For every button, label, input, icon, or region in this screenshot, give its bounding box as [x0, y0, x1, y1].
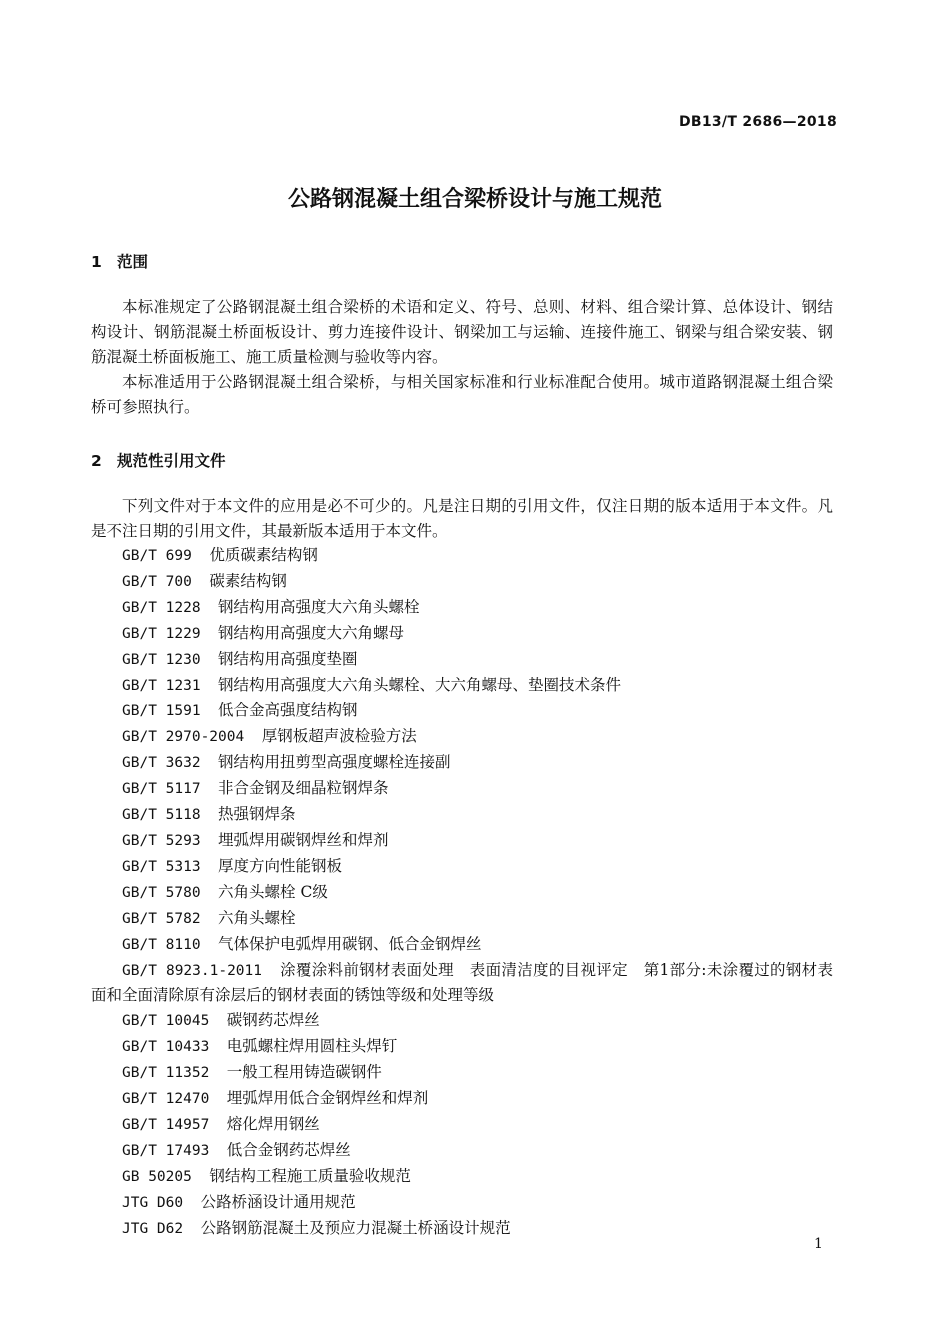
reference-item [91, 828, 833, 854]
reference-title: 钢结构用高强度大六角头螺栓 [218, 597, 420, 616]
reference-code: GB/T 14957 [122, 1116, 210, 1133]
references-intro-paragraph: 下列文件对于本文件的应用是必不可少的。凡是注日期的引用文件，仅注日期的版本适用于本文件。凡是不注日期的引用文件，其最新版本适用于本文件。 [91, 497, 833, 540]
reference-code: GB/T 8923.1-2011 [122, 962, 262, 979]
reference-title: 钢结构用高强度大六角螺母 [218, 623, 405, 642]
reference-title: 厚度方向性能钢板 [218, 856, 343, 875]
reference-title: 熔化焊用钢丝 [226, 1114, 320, 1133]
reference-title: 六角头螺栓 [218, 908, 296, 927]
reference-code: GB/T 1229 [122, 625, 201, 642]
reference-title: 碳钢药芯焊丝 [226, 1011, 320, 1030]
reference-code: GB/T 11352 [122, 1065, 210, 1082]
reference-title: 六角头螺栓 C级 [218, 882, 328, 901]
reference-title: 热强钢焊条 [218, 805, 296, 824]
reference-code: GB/T 2970-2004 [122, 729, 245, 746]
section-heading-scope [91, 250, 148, 272]
reference-title: 埋弧焊用低合金钢焊丝和焊剂 [226, 1089, 429, 1108]
reference-item [91, 569, 833, 595]
reference-code: GB/T 10045 [122, 1013, 210, 1030]
reference-item [91, 1138, 833, 1164]
reference-item [91, 698, 833, 724]
reference-item [91, 724, 833, 750]
document-title: 公路钢混凝土组合梁桥设计与施工规范 [287, 187, 662, 212]
reference-title: 优质碳素结构钢 [209, 546, 318, 564]
reference-item [91, 906, 833, 932]
reference-code: GB 50205 [122, 1168, 192, 1185]
reference-title: 碳素结构钢 [209, 571, 287, 590]
reference-item [91, 1060, 833, 1086]
reference-title: 气体保护电弧焊用碳钢、低合金钢焊丝 [218, 934, 482, 953]
reference-item [91, 1164, 833, 1190]
reference-code: GB/T 5313 [122, 858, 201, 875]
reference-title: 埋弧焊用碳钢焊丝和焊剂 [218, 830, 389, 849]
reference-item [91, 1112, 833, 1138]
reference-code: JTG D60 [122, 1194, 184, 1211]
reference-item [91, 750, 833, 776]
reference-item [91, 932, 833, 958]
section-number: 2 [91, 452, 102, 470]
reference-title: 钢结构用扭剪型高强度螺栓连接副 [218, 753, 451, 772]
reference-code: GB/T 1228 [122, 599, 201, 616]
reference-item [91, 673, 833, 699]
reference-item [91, 647, 833, 673]
reference-title: 低合金钢药芯焊丝 [226, 1140, 351, 1159]
section-title: 规范性引用文件 [117, 452, 226, 470]
reference-title: 电弧螺柱焊用圆柱头焊钉 [226, 1037, 398, 1056]
reference-item [91, 1086, 833, 1112]
reference-code: GB/T 3632 [122, 755, 201, 772]
reference-code: GB/T 8110 [122, 936, 201, 953]
section-title: 范围 [117, 253, 149, 271]
scope-paragraph: 本标准规定了公路钢混凝土组合梁桥的术语和定义、符号、总则、材料、组合梁计算、总体设计、钢结构设计、钢筋混凝土桥面板设计、剪力连接件设计、钢梁加工与运输、连接件施工、钢梁与组合梁安装、钢筋混凝土桥面板施工、施工质量检测与验收等内容。 [91, 298, 833, 366]
reference-code: GB/T 1591 [122, 703, 201, 720]
reference-item [91, 621, 833, 647]
reference-item [91, 1190, 833, 1216]
reference-code: GB/T 12470 [122, 1091, 210, 1108]
reference-item [91, 958, 833, 1009]
reference-code: GB/T 5780 [122, 884, 201, 901]
reference-title: 公路钢筋混凝土及预应力混凝土桥涵设计规范 [200, 1218, 511, 1237]
reference-code: GB/T 699 [122, 548, 192, 564]
reference-item [91, 802, 833, 828]
reference-title: 一般工程用铸造碳钢件 [226, 1063, 382, 1082]
reference-code: GB/T 700 [122, 573, 192, 590]
reference-title: 钢结构用高强度垫圈 [218, 649, 358, 668]
reference-item [91, 543, 833, 569]
reference-code: GB/T 5117 [122, 781, 201, 798]
reference-title: 涂覆涂料前钢材表面处理 表面清洁度的目视评定 第1部分:未涂覆过的钢材表面和全面清除原有涂层后的钢材表面的锈蚀等级和处理等级 [91, 960, 833, 1005]
reference-code: GB/T 1230 [122, 651, 201, 668]
reference-list [91, 543, 833, 1241]
reference-title: 低合金高强度结构钢 [218, 701, 358, 720]
reference-code: GB/T 1231 [122, 677, 201, 694]
reference-item [91, 1008, 833, 1034]
reference-item [91, 854, 833, 880]
reference-code: GB/T 5782 [122, 910, 201, 927]
reference-title: 钢结构用高强度大六角头螺栓、大六角螺母、垫圈技术条件 [218, 675, 622, 694]
reference-title: 钢结构工程施工质量验收规范 [209, 1166, 411, 1185]
section-heading-normative-references [91, 449, 226, 471]
reference-title: 厚钢板超声波检验方法 [261, 727, 417, 746]
reference-item [91, 595, 833, 621]
reference-title: 非合金钢及细晶粒钢焊条 [218, 779, 389, 798]
reference-title: 公路桥涵设计通用规范 [200, 1192, 356, 1211]
scope-paragraph: 本标准适用于公路钢混凝土组合梁桥，与相关国家标准和行业标准配合使用。城市道路钢混凝土组合梁桥可参照执行。 [91, 373, 833, 416]
reference-item [91, 880, 833, 906]
reference-item [91, 1216, 833, 1242]
reference-item [91, 1034, 833, 1060]
reference-code: GB/T 10433 [122, 1039, 210, 1056]
reference-item [91, 776, 833, 802]
reference-code: GB/T 17493 [122, 1142, 210, 1159]
standard-code: DB13/T 2686—2018 [678, 114, 837, 130]
reference-code: GB/T 5293 [122, 832, 201, 849]
page-number: 1 [814, 1236, 823, 1252]
reference-code: JTG D62 [122, 1220, 184, 1237]
reference-code: GB/T 5118 [122, 807, 201, 824]
section-number: 1 [91, 253, 102, 271]
